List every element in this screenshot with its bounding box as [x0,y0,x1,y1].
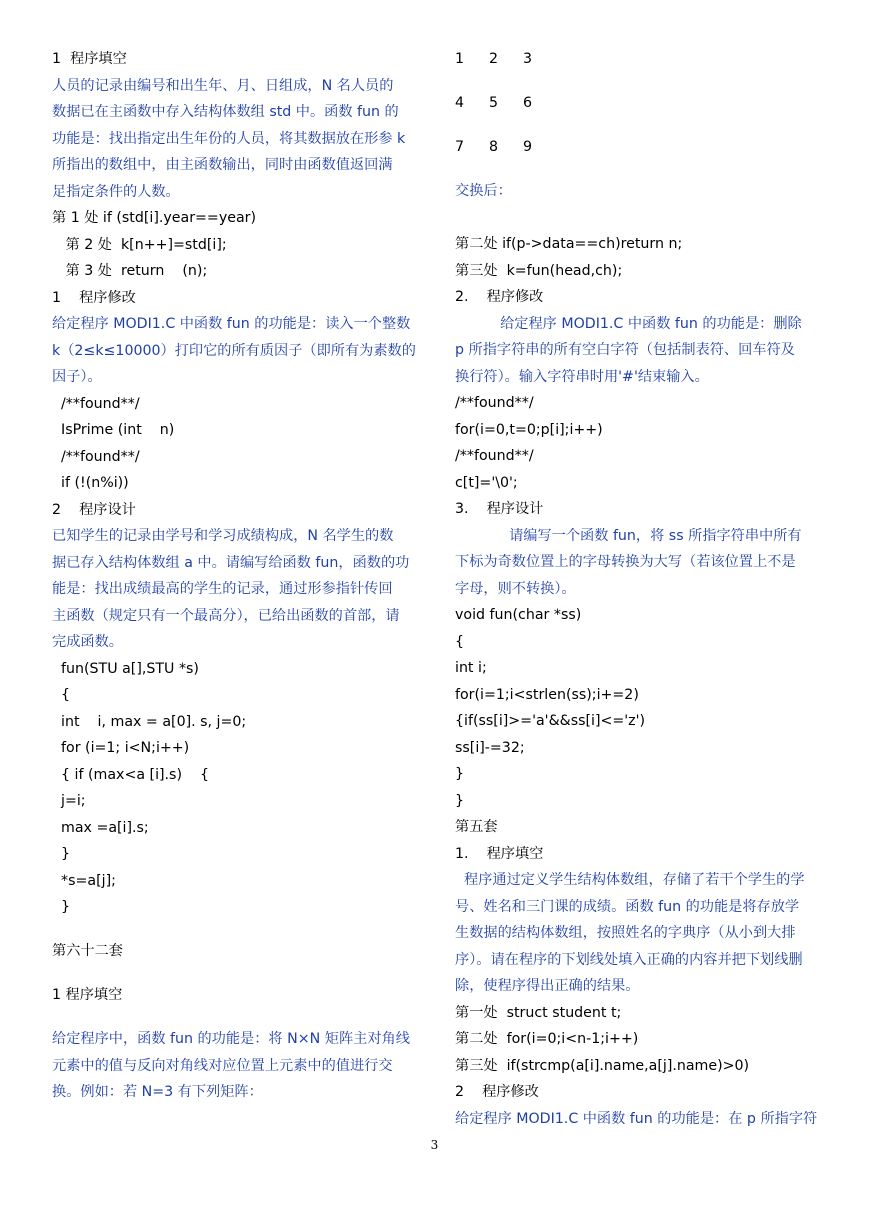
text-line: /**found**/ [455,395,534,411]
matrix-cell: 1 [455,51,465,67]
text-line: j=i; [52,793,86,809]
text-line: 功能是：找出指定出生年份的人员，将其数据放在形参 k [52,130,406,147]
text-line: 给定程序 MODI1.C 中函数 fun 的功能是：读入一个整数 [52,316,411,332]
text-line: fun(STU a[],STU *s) [52,660,199,677]
text-line: ss[i]-=32; [455,739,525,756]
text-line: /**found**/ [52,448,140,465]
text-line: 给定程序中，函数 fun 的功能是：将 N×N 矩阵主对角线 [52,1031,410,1047]
text-line: 主函数（规定只有一个最高分），已给出函数的首部，请 [52,607,400,624]
text-line [52,1009,430,1027]
matrix-row [455,90,833,134]
text-line: } [52,846,71,862]
text-line: 第五套 [455,819,498,835]
text-line: 1 程序修改 [52,289,136,306]
text-line: 第 1 处 if (std[i].year==year) [52,210,257,226]
text-line: for (i=1; i<N;i++) [52,740,190,756]
text-line: 2. 程序修改 [455,289,544,305]
text-line: /**found**/ [455,448,534,464]
matrix-cell: 6 [523,95,533,111]
text-line: 第二处 if(p->data==ch)return n; [455,236,683,252]
text-line: 因子）。 [52,369,102,385]
text-line [52,965,430,983]
text-line: 第二处 for(i=0;i<n-1;i++) [455,1031,639,1047]
text-line: 换行符）。输入字符串时用'#'结束输入。 [455,368,709,385]
page-number: 3 [430,1138,439,1152]
right-column [455,46,833,1132]
matrix-cell: 8 [489,139,499,155]
text-line: 换。例如：若 N=3 有下列矩阵： [52,1084,263,1100]
text-line: 第六十二套 [52,943,123,959]
text-line: 能是：找出成绩最高的学生的记录，通过形参指针传回 [52,581,393,597]
text-line [455,205,833,232]
text-line: 程序通过定义学生结构体数组，存储了若干个学生的学 [455,872,805,888]
text-line: { [455,633,465,650]
text-line: } [52,899,71,915]
text-line: 给定程序 MODI1.C 中函数 fun 的功能是：删除 [455,315,802,332]
matrix-cell: 2 [489,51,499,67]
text-line: int i, max = a[0]. s, j=0; [52,713,247,730]
text-line: } [455,792,465,809]
text-line: 3. 程序设计 [455,501,544,517]
matrix-example [455,46,833,178]
text-line: 人员的记录由编号和出生年、月、日组成，N 名人员的 [52,77,394,94]
matrix-cell: 5 [489,95,499,111]
matrix-row [455,134,833,178]
text-line: c[t]='\0'; [455,474,518,491]
text-line: 数据已在主函数中存入结构体数组 std 中。函数 fun 的 [52,104,399,120]
text-line: if (!(n%i)) [52,475,129,491]
text-line: 1 程序填空 [52,51,127,67]
text-line: for(i=0,t=0;p[i];i++) [455,421,603,438]
text-line: 据已存入结构体数组 a 中。请编写给函数 fun，函数的功 [52,554,410,571]
text-line: 除，使程序得出正确的结果。 [455,978,640,994]
text-line: 2 程序设计 [52,501,136,518]
text-line: 第一处 struct student t; [455,1004,622,1021]
text-line: 号、姓名和三门课的成绩。函数 fun 的功能是将存放学 [455,898,800,915]
text-line: { [52,687,71,703]
left-column [52,46,430,1106]
text-line: *s=a[j]; [52,872,116,889]
text-line: 第三处 k=fun(head,ch); [455,262,623,279]
text-line: } [455,766,465,782]
text-line: { if (max<a [i].s) { [52,766,210,783]
matrix-cell: 7 [455,139,465,155]
text-line: 交换后： [455,183,512,199]
text-line: 第三处 if(strcmp(a[i].name,a[j].name)>0) [455,1057,750,1074]
text-line: 序）。请在程序的下划线处填入正确的内容并把下划线删 [455,951,803,968]
matrix-cell: 9 [523,139,533,155]
text-line: k（2≤k≤10000）打印它的所有质因子（即所有为素数的 [52,342,416,359]
text-line: 完成函数。 [52,634,123,650]
text-line: 元素中的值与反向对角线对应位置上元素中的值进行交 [52,1057,393,1074]
matrix-cell: 3 [523,51,533,67]
text-line: void fun(char *ss) [455,607,582,623]
text-line: for(i=1;i<strlen(ss);i+=2) [455,686,639,703]
text-line: max =a[i].s; [52,819,149,836]
text-line: 第 2 处 k[n++]=std[i]; [52,236,227,253]
text-line: 第 3 处 return (n); [52,263,208,279]
matrix-cell: 4 [455,95,465,111]
matrix-row [455,46,833,90]
text-line: int i; [455,660,487,676]
text-line: 字母，则不转换）。 [455,580,576,597]
text-line: IsPrime (int n) [52,422,175,438]
text-line: 2 程序修改 [455,1084,539,1100]
text-line: {if(ss[i]>='a'&&ss[i]<='z') [455,713,646,729]
text-line: 给定程序 MODI1.C 中函数 fun 的功能是：在 p 所指字符 [455,1110,818,1127]
text-line: 1 程序填空 [52,987,123,1003]
text-line: 下标为奇数位置上的字母转换为大写（若该位置上不是 [455,554,796,570]
text-line [52,921,430,939]
text-line: 所指出的数组中，由主函数输出，同时由函数值返回满 [52,157,393,173]
text-line: 请编写一个函数 fun，将 ss 所指字符串中所有 [455,527,802,544]
text-line: /**found**/ [52,395,140,412]
text-line: 1. 程序填空 [455,845,544,862]
text-line: 生数据的结构体数组，按照姓名的字典序（从小到大排 [455,925,796,941]
text-line: p 所指字符串的所有空白字符（包括制表符、回车符及 [455,342,795,358]
text-line: 已知学生的记录由学号和学习成绩构成，N 名学生的数 [52,528,394,544]
text-line: 足指定条件的人数。 [52,183,180,200]
